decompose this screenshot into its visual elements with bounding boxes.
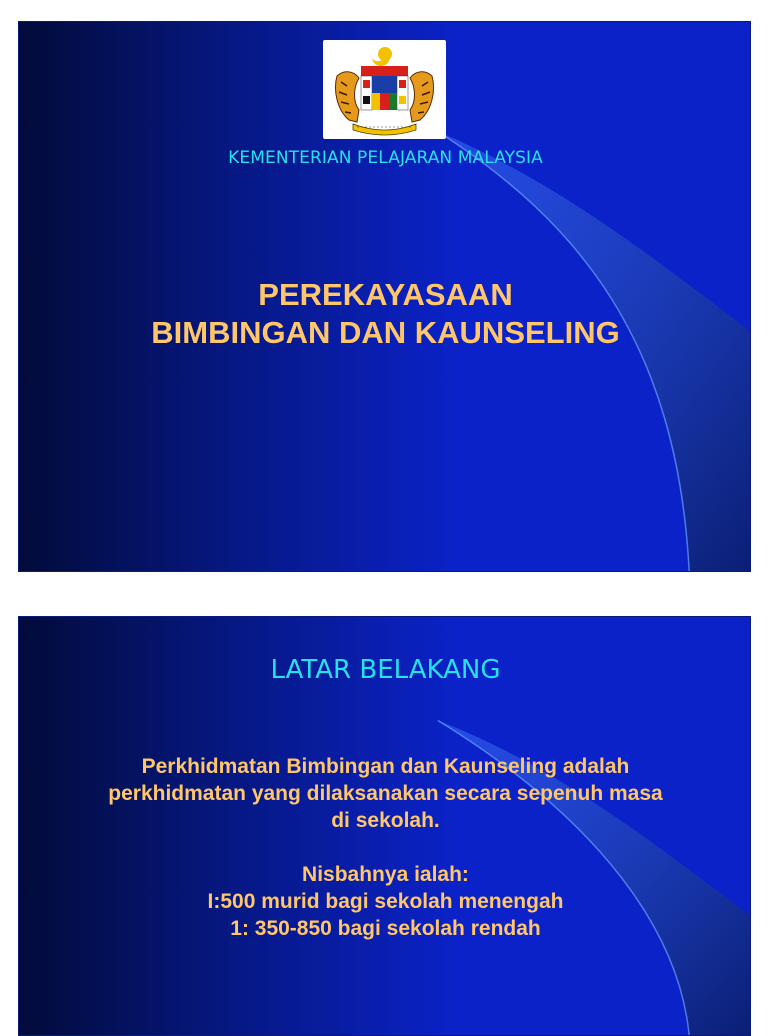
body-line: perkhidmatan yang dilaksanakan secara sepenuh masa xyxy=(108,782,663,805)
body-line: Perkhidmatan Bimbingan dan Kaunseling adalah xyxy=(141,755,630,778)
body-line: Nisbahnya ialah: xyxy=(302,863,469,886)
section-heading: LATAR BELAKANG xyxy=(270,655,501,685)
malaysia-coat-of-arms-icon xyxy=(323,40,446,139)
title-line-2: BIMBINGAN DAN KAUNSELING xyxy=(151,315,620,350)
body-line: I:500 murid bagi sekolah menengah xyxy=(207,890,564,913)
title-line-1: PEREKAYASAAN xyxy=(258,277,513,312)
slide-title xyxy=(19,276,751,352)
slide-2 xyxy=(18,616,751,1036)
paragraph-gap xyxy=(19,834,751,861)
body-line: 1: 350-850 bagi sekolah rendah xyxy=(230,917,541,940)
slide-1 xyxy=(18,21,751,572)
ministry-name: KEMENTERIAN PELAJARAN MALAYSIA xyxy=(228,148,543,168)
body-line: di sekolah. xyxy=(331,809,440,832)
coat-of-arms-logo xyxy=(323,40,446,139)
slide-body xyxy=(19,753,751,942)
